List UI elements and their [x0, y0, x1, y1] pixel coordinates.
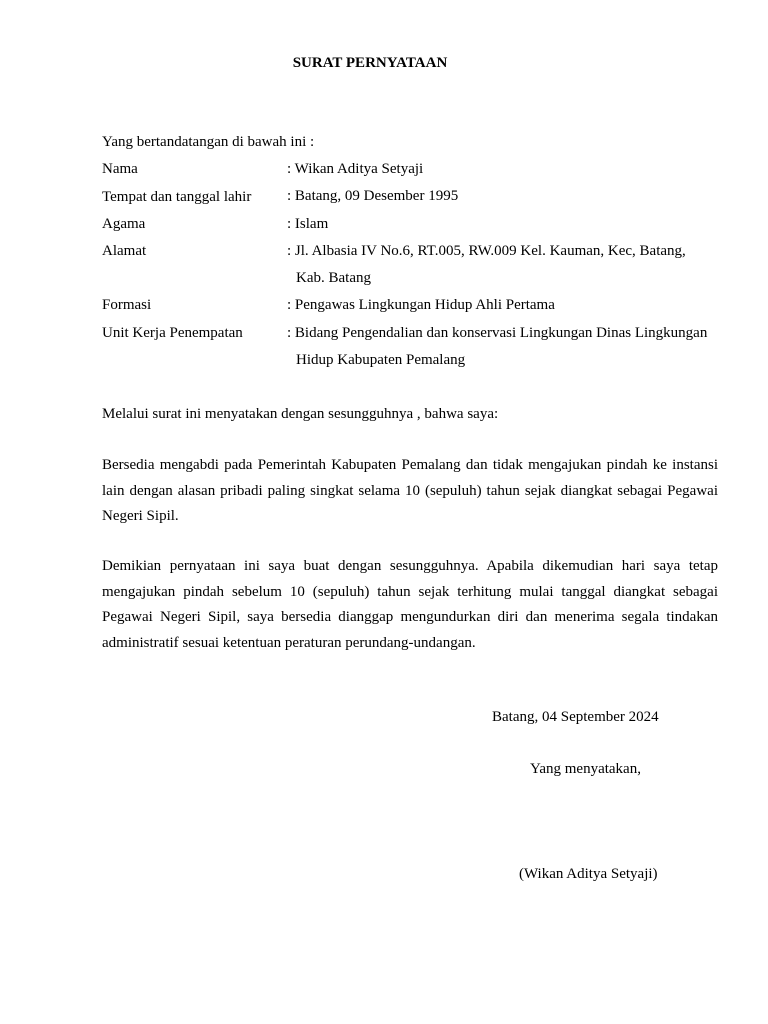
- field-value-alamat: : Jl. Albasia IV No.6, RT.005, RW.009 Kel. Kauman, Kec, Batang,: [287, 243, 686, 259]
- document-title: SURAT PERNYATAAN: [292, 55, 448, 71]
- signature-place-date: Batang, 04 September 2024: [492, 709, 659, 725]
- field-label-formasi: Formasi: [102, 297, 152, 313]
- field-label-tempat-tanggal-lahir: Tempat dan tanggal lahir: [102, 189, 252, 205]
- field-label-unit-kerja: Unit Kerja Penempatan: [102, 325, 243, 341]
- field-value-alamat-continued: Kab. Batang: [296, 270, 371, 286]
- field-label-nama: Nama: [102, 161, 138, 177]
- field-value-formasi: : Pengawas Lingkungan Hidup Ahli Pertama: [287, 297, 555, 313]
- intro-text: Yang bertandatangan di bawah ini :: [102, 134, 315, 150]
- field-value-unit-kerja-continued: Hidup Kabupaten Pemalang: [296, 352, 466, 368]
- field-value-nama: : Wikan Aditya Setyaji: [287, 161, 424, 177]
- paragraph-commitment: Bersedia mengabdi pada Pemerintah Kabupaten Pemalang dan tidak mengajukan pindah ke instansi lain dengan alasan pribadi paling singkat selama 10 (sepuluh) tahun sejak diangkat sebagai Pegawai Negeri Sipil.: [102, 457, 718, 524]
- statement-text: Melalui surat ini menyatakan dengan sesungguhnya , bahwa saya:: [102, 406, 499, 422]
- field-value-agama: : Islam: [287, 216, 329, 232]
- field-label-agama: Agama: [102, 216, 146, 232]
- field-value-tempat-tanggal-lahir: : Batang, 09 Desember 1995: [287, 188, 459, 204]
- signature-name: (Wikan Aditya Setyaji): [519, 866, 658, 882]
- field-value-unit-kerja: : Bidang Pengendalian dan konservasi Lingkungan Dinas Lingkungan: [287, 325, 708, 341]
- field-label-alamat: Alamat: [102, 243, 147, 259]
- signature-role: Yang menyatakan,: [530, 761, 641, 777]
- paragraph-closing: Demikian pernyataan ini saya buat dengan sesungguhnya. Apabila dikemudian hari saya tetap mengajukan pindah sebelum 10 (sepuluh) tahun sejak terhitung mulai tanggal diangkat sebagai Pegawai Negeri Sipil, saya bersedia dianggap mengundurkan diri dan menerima segala tindakan administratif sesuai ketentuan peraturan perundang-undangan.: [102, 558, 718, 651]
